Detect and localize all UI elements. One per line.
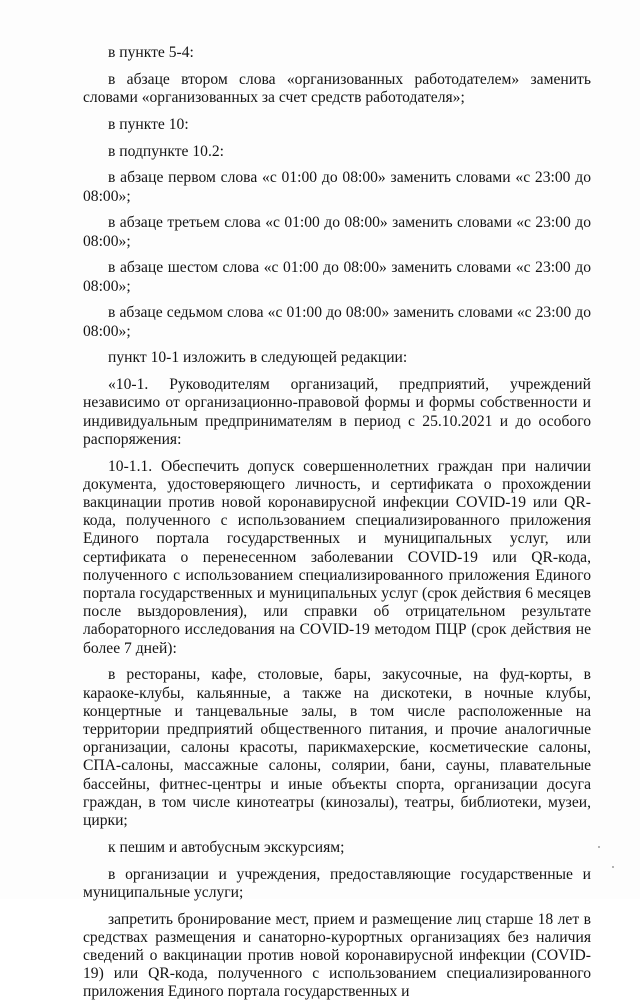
paragraph-item-5-4-heading: в пункте 5-4: [108, 44, 194, 61]
paragraph-item-5-4-change: в абзаце втором слова «организованных работодателем» заменить словами «организованных за счет средств работодателя»; [83, 70, 591, 106]
scan-speck [612, 866, 614, 868]
paragraph-venues-list: в рестораны, кафе, столовые, бары, закусочные, на фуд-корты, в караоке-клубы, кальянные, а также на дискотеки, в ночные клубы, концертные и танцевальные залы, в том числе расположенные на территории предприятий общественного питания, и прочие аналогичные организации, салоны красоты, парикмахерские, косметические салоны, СПА-салоны, массажные салоны, солярии, бани, сауны, плавательные бассейны, фитнес-центры и иные объекты спорта, организации досуга граждан, в том числе кинотеатры (кинозалы), театры, библиотеки, музеи, цирки; [83, 666, 591, 830]
paragraph-item-10-heading: в пункте 10: [108, 115, 189, 133]
document-body [83, 44, 591, 1002]
paragraph-subitem-10-2-heading: в подпункте 10.2: [108, 142, 225, 160]
paragraph-public-services: в организации и учреждения, предоставляющие государственные и муниципальные услуги; [83, 865, 591, 901]
paragraph-item-10-1-1: 10-1.1. Обеспечить допуск совершеннолетних граждан при наличии документа, удостоверяющего личность, и сертификата о прохождении вакцинации против новой коронавирусной инфекции COVID-19 или QR-кода, полученного с использованием специализированного приложения Единого портала государственных и муниципальных услуг, или сертификата о перенесенном заболевании COVID-19 или QR-кода, полученного с использованием специализированного приложения Единого портала государственных и муниципальных услуг (срок действия 6 месяцев после выздоровления), или справки об отрицательном результате лабораторного исследования на COVID-19 методом ПЦР (срок действия не более 7 дней): [83, 457, 591, 657]
paragraph-item-10-1: «10-1. Руководителям организаций, предприятий, учреждений независимо от организационно-правовой формы и формы собственности и индивидуальным предпринимателям в период с 25.10.2021 и до особого распоряжения: [83, 376, 591, 448]
paragraph-change-first: в абзаце первом слова «с 01:00 до 08:00» заменить словами «с 23:00 до 08:00»; [83, 169, 591, 205]
paragraph-excursions: к пешим и автобусным экскурсиям; [108, 838, 345, 856]
paragraph-item-10-1-intro: пункт 10-1 изложить в следующей редакции: [108, 349, 408, 367]
paragraph-change-sixth: в абзаце шестом слова «с 01:00 до 08:00» заменить словами «с 23:00 до 08:00»; [83, 259, 591, 295]
paragraph-change-seventh: в абзаце седьмом слова «с 01:00 до 08:00» заменить словами «с 23:00 до 08:00»; [83, 304, 591, 340]
paragraph-change-third: в абзаце третьем слова «с 01:00 до 08:00» заменить словами «с 23:00 до 08:00»; [83, 214, 591, 250]
paragraph-booking-ban: запретить бронирование мест, прием и размещение лиц старше 18 лет в средствах размещения и санаторно-курортных организациях без наличия сведений о вакцинации против новой коронавирусной инфекции (COVID-19) или QR-кода, полученного с использованием специализированного приложения Единого портала государственных и [83, 910, 591, 1001]
scan-speck [598, 846, 600, 848]
